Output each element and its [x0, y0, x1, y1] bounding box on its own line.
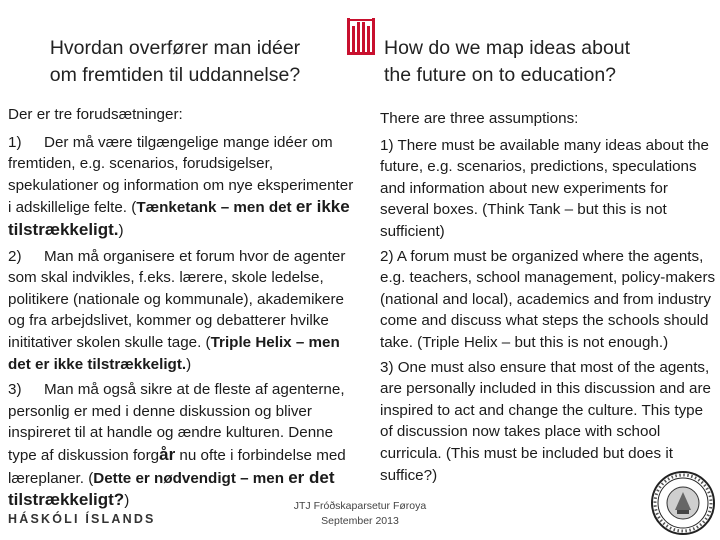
danish-end-3: )	[124, 492, 130, 510]
footer-university-name: HÁSKÓLI ÍSLANDS	[8, 512, 156, 526]
danish-assumption-2	[8, 246, 360, 376]
danish-end-1: )	[118, 221, 124, 239]
footer-event	[280, 499, 440, 529]
danish-column	[8, 104, 360, 512]
danish-intro: Der er tre forudsætninger:	[8, 106, 183, 123]
university-seal-icon	[650, 470, 716, 536]
danish-number-3: 3)	[8, 381, 22, 399]
danish-number-1: 1)	[8, 133, 22, 151]
danish-bold-3: Dette er nødvendigt – men	[93, 469, 289, 487]
english-intro: There are three assumptions:	[380, 110, 579, 127]
danish-bold-2: Triple Helix – men det er ikke tilstrækkeligt.	[8, 333, 340, 373]
danish-text-3a: Man må også sikre at de fleste af agenterne, personlig er med i denne diskussion og bliver inspireret til at handle og ændre kulturen. Denne type af diskussion forg	[8, 381, 345, 464]
english-assumption-2: 2) A forum must be organized where the agents, e.g. teachers, school management, policy-makers (national and local), academics and from industry come and discuss what steps the schools should take. (Triple Helix – but this is not enough.)	[380, 247, 716, 351]
danish-assumption-3	[8, 379, 360, 512]
danish-bold-1: Tænketank – men det	[136, 199, 296, 217]
title-danish-line2: om fremtiden til uddannelse?	[49, 64, 301, 86]
footer-event-line1: JTJ Fróðskaparsetur Føroya	[293, 500, 427, 512]
english-assumption-3: 3) One must also ensure that most of the agents, are personally included in this discussion and are inspired to act and change the culture. This type of discussion now takes place with school curricula. (This must be included but does it suffice?)	[380, 358, 711, 484]
danish-emphasis-1: er ikke tilstrækkeligt.	[8, 197, 350, 239]
english-assumption-1: 1) There must be available many ideas about the future, e.g. scenarios, predictions, speculations and information about new experiments for several boxes. (Think Tank – but this is not sufficient)	[380, 136, 709, 240]
danish-assumption-1	[8, 132, 360, 242]
title-english-line1: How do we map ideas about	[384, 37, 631, 59]
english-column	[380, 108, 716, 486]
title-english-line2: the future on to education?	[384, 64, 617, 86]
danish-text-3b: nu ofte i forbindelse med læreplaner. (	[8, 446, 346, 487]
danish-emphasis-3: er det tilstrækkeligt?	[8, 467, 335, 510]
danish-number-2: 2)	[8, 247, 22, 265]
title-english	[384, 35, 714, 89]
title-danish-line1: Hvordan overfører man idéer	[49, 37, 301, 59]
title-danish	[10, 35, 340, 89]
danish-big-char-3: år	[159, 444, 176, 464]
danish-end-2: )	[186, 355, 192, 373]
danish-text-1: Der må være tilgængelige mange idéer om fremtiden, e.g. scenarios, forudsigelser, spekulationer og information om nye eksperimenter i adskillelige felte. (	[8, 133, 354, 217]
footer-event-line2: September 2013	[321, 515, 399, 527]
university-logo-icon	[346, 16, 376, 56]
danish-text-2: Man må organisere et forum hvor de agenter som skal indvikles, f.eks. lærere, skole ledelse, politikere (nationale og kommunale), akademikere og fra arbejdslivet, kommer og debatterer hvilke inititativer skolen skulle tage. (	[8, 247, 346, 351]
